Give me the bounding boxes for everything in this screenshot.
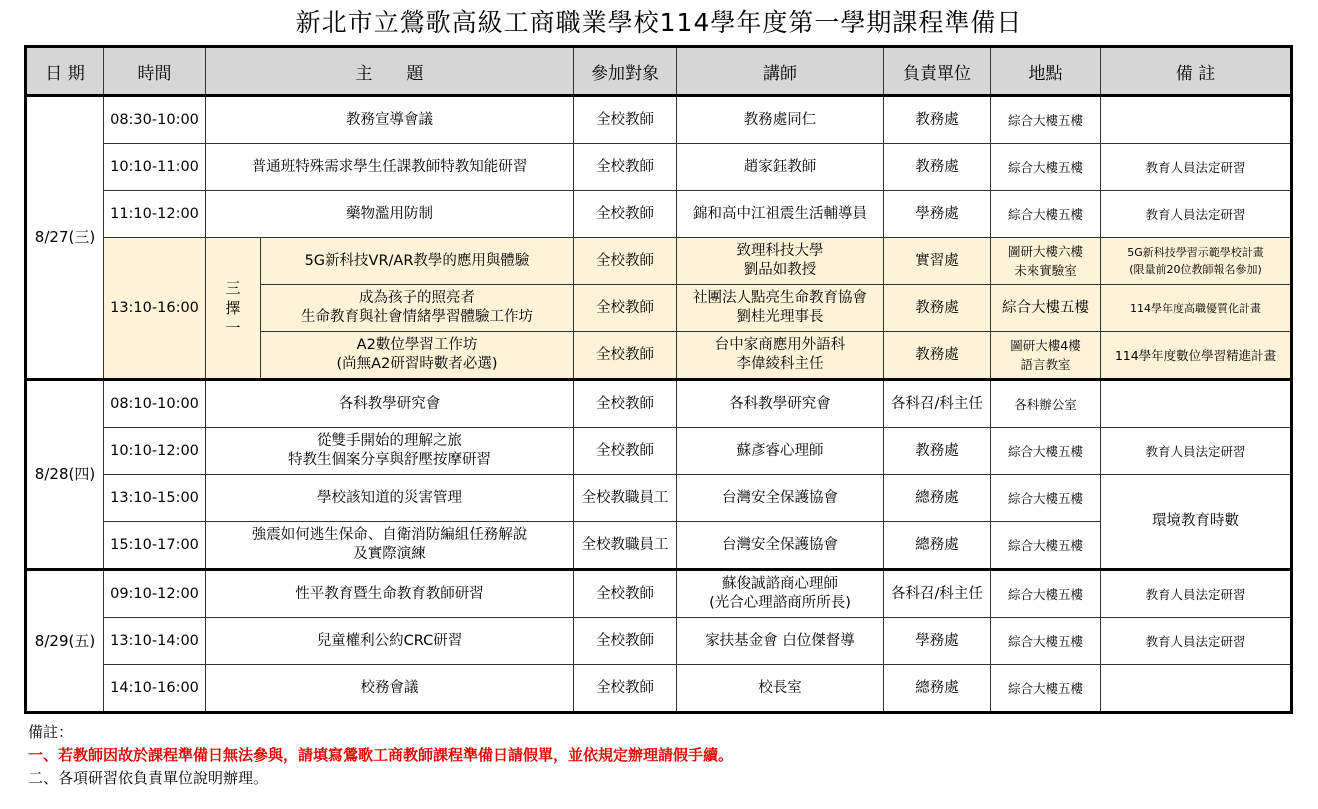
- location-cell: 綜合大樓五樓: [991, 475, 1101, 522]
- unit-cell: 總務處: [884, 665, 991, 713]
- lecturer-line: 校長室: [758, 679, 802, 696]
- choice-label-char: 一: [225, 319, 241, 337]
- topic-cell: 性平教育暨生命教育教師研習: [206, 570, 574, 618]
- lecturer-cell: [677, 428, 884, 475]
- date-cell: 8/28(四): [26, 380, 104, 570]
- note-item-procedure: 二、各項研習依負責單位說明辦理。: [28, 769, 269, 787]
- location-cell: 綜合大樓五樓: [991, 570, 1101, 618]
- notes-heading: 備註：: [28, 723, 74, 741]
- lecturer-line: 致理科技大學: [736, 243, 824, 259]
- remarks-cell: 教育人員法定研習: [1101, 570, 1292, 618]
- table-row: [26, 428, 1292, 475]
- unit-cell: 教務處: [884, 285, 991, 332]
- audience-cell: 全校教師: [574, 96, 677, 144]
- audience-cell: 全校教師: [574, 285, 677, 332]
- lecturer-cell: [677, 380, 884, 428]
- topic-line: 生命教育與社會情緒學習體驗工作坊: [301, 309, 533, 325]
- notes-section: [28, 721, 733, 790]
- location-line: 未來實驗室: [1014, 263, 1077, 278]
- topic-cell: [206, 522, 574, 570]
- audience-cell: 全校教師: [574, 665, 677, 713]
- lecturer-cell: 錦和高中江祖震生活輔導員: [677, 191, 884, 238]
- location-cell: 綜合大樓五樓: [991, 144, 1101, 191]
- audience-cell: 全校教職員工: [574, 475, 677, 522]
- lecturer-line: 台灣安全保護協會: [722, 536, 838, 553]
- audience-cell: 全校教職員工: [574, 522, 677, 570]
- topic-cell: [261, 238, 574, 285]
- location-line: 圖研大樓六樓: [1007, 244, 1083, 259]
- header-topic: 主 題: [206, 47, 574, 96]
- header-location: 地點: [991, 47, 1101, 96]
- unit-cell: 學務處: [884, 191, 991, 238]
- location-cell: 綜合大樓五樓: [991, 428, 1101, 475]
- unit-cell: 各科召/科主任: [884, 570, 991, 618]
- location-line: 圖研大樓4樓: [1010, 338, 1081, 353]
- topic-cell: 校務會議: [206, 665, 574, 713]
- unit-cell: 教務處: [884, 332, 991, 380]
- lecturer-cell: [677, 570, 884, 618]
- location-line: 綜合大樓五樓: [1002, 299, 1089, 316]
- unit-cell: 教務處: [884, 144, 991, 191]
- remarks-cell: [1101, 285, 1292, 332]
- lecturer-line: 台灣安全保護協會: [722, 489, 838, 506]
- topic-line: (尚無A2研習時數者必選): [336, 356, 498, 372]
- header-unit: 負責單位: [884, 47, 991, 96]
- time-cell: 10:10-11:00: [104, 144, 206, 191]
- table-row: [26, 380, 1292, 428]
- audience-cell: 全校教師: [574, 618, 677, 665]
- remarks-line: (限量前20位教師報名參加): [1129, 263, 1262, 276]
- table-row: [26, 618, 1292, 665]
- header-row: [26, 47, 1292, 96]
- topic-cell: 普通班特殊需求學生任課教師特教知能研習: [206, 144, 574, 191]
- audience-cell: 全校教師: [574, 144, 677, 191]
- lecturer-line: 劉桂光理事長: [736, 309, 824, 325]
- audience-cell: 全校教師: [574, 238, 677, 285]
- time-cell: 08:10-10:00: [104, 380, 206, 428]
- topic-line: 成為孩子的照亮者: [359, 290, 475, 306]
- topic-line: 及實際演練: [353, 546, 426, 562]
- remarks-line: 5G新科技學習示範學校計畫: [1127, 246, 1264, 259]
- audience-cell: 全校教師: [574, 332, 677, 380]
- topic-line: 5G新科技VR/AR教學的應用與體驗: [304, 252, 530, 269]
- location-cell: 綜合大樓五樓: [991, 191, 1101, 238]
- unit-cell: 各科召/科主任: [884, 380, 991, 428]
- date-cell: 8/27(三): [26, 96, 104, 380]
- remarks-cell: [1101, 96, 1292, 144]
- topic-cell: [206, 428, 574, 475]
- unit-cell: 教務處: [884, 96, 991, 144]
- audience-cell: 全校教師: [574, 428, 677, 475]
- topic-cell: [206, 475, 574, 522]
- remarks-cell: [1101, 665, 1292, 713]
- lecturer-line: 社團法人點亮生命教育協會: [693, 290, 867, 306]
- location-cell: [991, 238, 1101, 285]
- time-cell: 13:10-14:00: [104, 618, 206, 665]
- topic-line: 各科教學研究會: [338, 395, 441, 412]
- header-audience: 參加對象: [574, 47, 677, 96]
- topic-cell: 教務宣導會議: [206, 96, 574, 144]
- remarks-line: 114學年度高職優質化計畫: [1130, 301, 1261, 315]
- remarks-line: 114學年度數位學習精進計畫: [1114, 347, 1277, 363]
- lecturer-line: 蘇彥睿心理師: [736, 442, 824, 459]
- unit-cell: 總務處: [884, 475, 991, 522]
- time-cell: 09:10-12:00: [104, 570, 206, 618]
- table-row: [26, 475, 1292, 522]
- lecturer-line: 家扶基金會 白位傑督導: [705, 632, 855, 649]
- remarks-cell: 環境教育時數: [1101, 475, 1292, 570]
- topic-cell: 藥物濫用防制: [206, 191, 574, 238]
- lecturer-cell: 趙家鈺教師: [677, 144, 884, 191]
- date-cell: 8/29(五): [26, 570, 104, 713]
- remarks-cell: 教育人員法定研習: [1101, 191, 1292, 238]
- location-cell: 綜合大樓五樓: [991, 618, 1101, 665]
- unit-cell: 學務處: [884, 618, 991, 665]
- topic-cell: [261, 332, 574, 380]
- topic-line: 學校該知道的災害管理: [317, 489, 462, 506]
- table-row: [26, 96, 1292, 144]
- choice-label-char: 擇: [225, 299, 241, 317]
- lecturer-cell: [677, 522, 884, 570]
- page-title: 新北市立鶯歌高級工商職業學校114學年度第一學期課程準備日: [295, 8, 1023, 37]
- lecturer-cell: [677, 238, 884, 285]
- table-row: [26, 238, 1292, 285]
- lecturer-cell: [677, 475, 884, 522]
- table-row: [26, 144, 1292, 191]
- table-row: [26, 570, 1292, 618]
- location-cell: 綜合大樓五樓: [991, 96, 1101, 144]
- unit-cell: 總務處: [884, 522, 991, 570]
- location-cell: 綜合大樓五樓: [991, 665, 1101, 713]
- remarks-cell: [1101, 332, 1292, 380]
- lecturer-cell: [677, 285, 884, 332]
- header-remarks: 備 註: [1101, 47, 1292, 96]
- time-cell: 08:30-10:00: [104, 96, 206, 144]
- audience-cell: 全校教師: [574, 570, 677, 618]
- lecturer-line: 台中家商應用外語科: [714, 337, 846, 353]
- remarks-cell: 教育人員法定研習: [1101, 618, 1292, 665]
- header-lecturer: 講師: [677, 47, 884, 96]
- lecturer-line: 各科教學研究會: [729, 395, 831, 412]
- choice-label-char: 三: [225, 279, 241, 297]
- remarks-cell: 教育人員法定研習: [1101, 428, 1292, 475]
- table-row: [26, 665, 1292, 713]
- topic-line: 特教生個案分享與舒壓按摩研習: [288, 452, 491, 468]
- choice-label-cell: [206, 238, 261, 380]
- time-cell: 13:10-15:00: [104, 475, 206, 522]
- header-date: 日 期: [26, 47, 104, 96]
- time-cell: 11:10-12:00: [104, 191, 206, 238]
- audience-cell: 全校教師: [574, 191, 677, 238]
- unit-cell: 教務處: [884, 428, 991, 475]
- schedule-table: [24, 45, 1293, 714]
- table-row: [26, 191, 1292, 238]
- topic-cell: [206, 380, 574, 428]
- location-cell: 各科辦公室: [991, 380, 1101, 428]
- lecturer-cell: [677, 332, 884, 380]
- header-time: 時間: [104, 47, 206, 96]
- time-cell: 10:10-12:00: [104, 428, 206, 475]
- time-cell: 14:10-16:00: [104, 665, 206, 713]
- location-cell: [991, 285, 1101, 332]
- location-cell: [991, 332, 1101, 380]
- lecturer-line: (光合心理諮商所所長): [709, 595, 851, 611]
- topic-line: 強震如何逃生保命、自衛消防編組任務解說: [251, 527, 528, 543]
- lecturer-cell: 教務處同仁: [677, 96, 884, 144]
- note-item-leave: 一、若教師因故於課程準備日無法參與，請填寫鶯歌工商教師課程準備日請假單，並依規定辦理請假手續。: [28, 746, 734, 764]
- topic-line: A2數位學習工作坊: [356, 337, 478, 353]
- location-line: 語言教室: [1020, 357, 1071, 372]
- time-cell: 15:10-17:00: [104, 522, 206, 570]
- audience-cell: 全校教師: [574, 380, 677, 428]
- lecturer-line: 劉品如教授: [743, 262, 817, 278]
- remarks-cell: [1101, 380, 1292, 428]
- unit-cell: 實習處: [884, 238, 991, 285]
- lecturer-line: 李偉綾科主任: [736, 356, 824, 372]
- lecturer-cell: [677, 618, 884, 665]
- remarks-cell: 教育人員法定研習: [1101, 144, 1292, 191]
- time-cell: 13:10-16:00: [104, 238, 206, 380]
- topic-cell: 兒童權利公約CRC研習: [206, 618, 574, 665]
- location-cell: 綜合大樓五樓: [991, 522, 1101, 570]
- topic-line: 從雙手開始的理解之旅: [317, 433, 462, 449]
- topic-cell: [261, 285, 574, 332]
- remarks-cell: [1101, 238, 1292, 285]
- lecturer-line: 蘇俊誠諮商心理師: [722, 576, 838, 592]
- lecturer-cell: [677, 665, 884, 713]
